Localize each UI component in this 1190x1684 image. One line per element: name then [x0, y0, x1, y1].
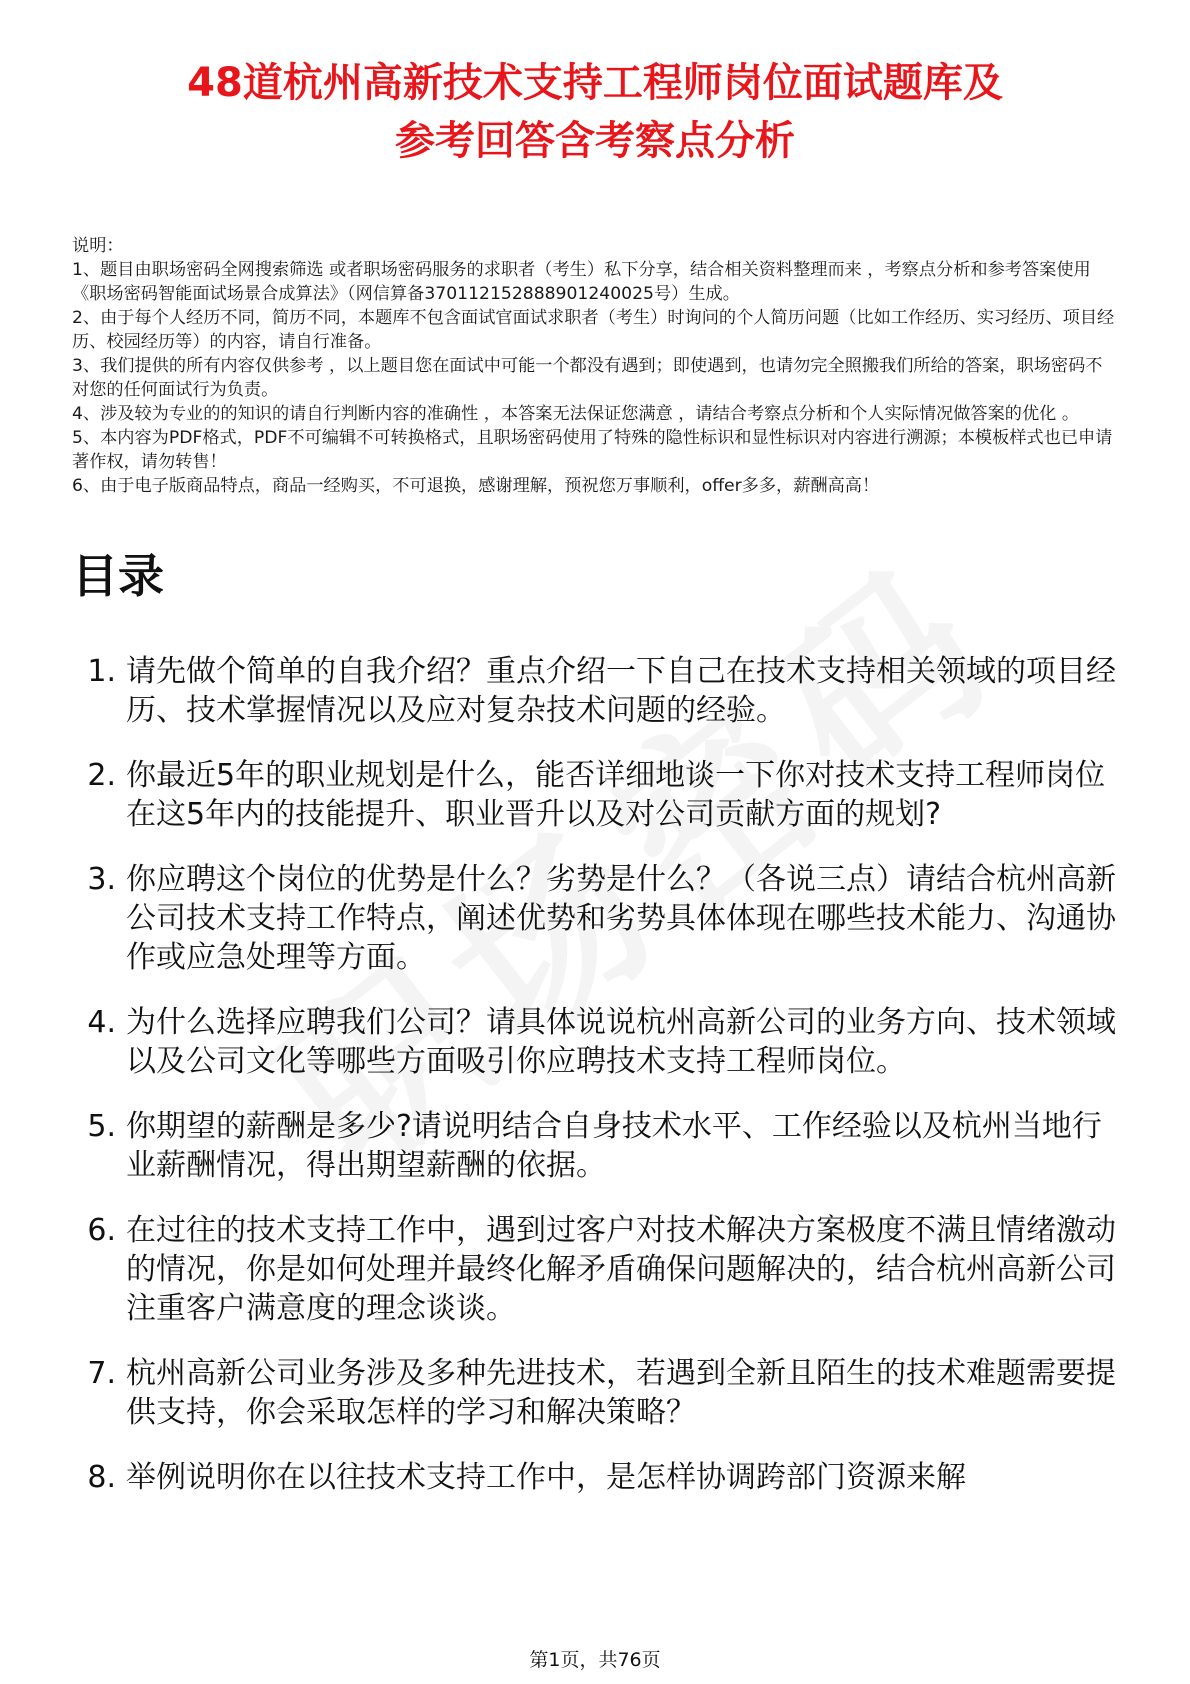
toc-item-text: 你最近5年的职业规划是什么，能否详细地谈一下你对技术支持工程师岗位在这5年内的技能提升、职业晋升以及对公司贡献方面的规划?: [126, 758, 1106, 832]
toc-item-text: 在过往的技术支持工作中，遇到过客户对技术解决方案极度不满且情绪激动的情况，你是如何处理并最终化解矛盾确保问题解决的，结合杭州高新公司注重客户满意度的理念谈谈。: [126, 1213, 1116, 1326]
note-item: 4、涉及较为专业的的知识的请自行判断内容的准确性 ，本答案无法保证您满意 ，请结合考察点分析和个人实际情况做答案的优化 。: [72, 404, 1080, 424]
toc-item-text: 你应聘这个岗位的优势是什么？劣势是什么？（各说三点）请结合杭州高新公司技术支持工作特点，阐述优势和劣势具体体现在哪些技术能力、沟通协作或应急处理等方面。: [126, 862, 1116, 975]
toc-item[interactable]: [72, 1003, 1118, 1081]
toc-item[interactable]: [72, 860, 1118, 977]
toc-item-text: 举例说明你在以往技术支持工作中，是怎样协调跨部门资源来解: [126, 1460, 966, 1495]
toc-item[interactable]: [72, 756, 1118, 834]
toc-item-number: 5.: [87, 1109, 116, 1144]
toc-item-number: 6.: [87, 1213, 116, 1248]
notes-section: [72, 234, 1118, 498]
toc-heading: 目录: [72, 549, 164, 603]
toc-item-number: 3.: [87, 862, 116, 897]
toc-item-number: 1.: [87, 654, 116, 689]
note-item: 1、题目由职场密码全网搜索筛选 或者职场密码服务的求职者（考生）私下分享，结合相关资料整理而来 ，考察点分析和参考答案使用《职场密码智能面试场景合成算法》（网信算备370112152888901240025号）生成。: [72, 260, 1091, 304]
toc-item-text: 杭州高新公司业务涉及多种先进技术，若遇到全新且陌生的技术难题需要提供支持，你会采取怎样的学习和解决策略？: [126, 1356, 1116, 1430]
toc-item[interactable]: [72, 1107, 1118, 1185]
toc-item-text: 为什么选择应聘我们公司？请具体说说杭州高新公司的业务方向、技术领域以及公司文化等哪些方面吸引你应聘技术支持工程师岗位。: [126, 1005, 1116, 1079]
document-title: [72, 54, 1118, 170]
document-title-line-1: 48道杭州高新技术支持工程师岗位面试题库及: [187, 60, 1003, 106]
toc-item[interactable]: [72, 1354, 1118, 1432]
toc-item-number: 2.: [87, 758, 116, 793]
note-item: 3、我们提供的所有内容仅供参考 ，以上题目您在面试中可能一个都没有遇到；即使遇到，也请勿完全照搬我们所给的答案，职场密码不对您的任何面试行为负责。: [72, 356, 1103, 400]
toc-item-number: 8.: [87, 1460, 116, 1495]
notes-heading: 说明：: [72, 236, 124, 256]
toc-item[interactable]: [72, 652, 1118, 730]
toc-item-text: 你期望的薪酬是多少?请说明结合自身技术水平、工作经验以及杭州当地行业薪酬情况，得出期望薪酬的依据。: [126, 1109, 1102, 1183]
toc-item[interactable]: [72, 1211, 1118, 1328]
toc-item-number: 4.: [87, 1005, 116, 1040]
note-item: 6、由于电子版商品特点，商品一经购买，不可退换，感谢理解，预祝您万事顺利，offer多多，薪酬高高！: [72, 476, 880, 496]
toc-item-number: 7.: [87, 1356, 116, 1391]
document-title-line-2: 参考回答含考察点分析: [395, 118, 795, 164]
toc-list: [72, 652, 1118, 1497]
page-number: 第1页，共76页: [529, 1649, 661, 1671]
toc-item-text: 请先做个简单的自我介绍？重点介绍一下自己在技术支持相关领域的项目经历、技术掌握情况以及应对复杂技术问题的经验。: [126, 654, 1116, 728]
toc-item[interactable]: [72, 1458, 1118, 1497]
note-item: 5、本内容为PDF格式，PDF不可编辑不可转换格式，且职场密码使用了特殊的隐性标识和显性标识对内容进行溯源；本模板样式也已申请著作权，请勿转售！: [72, 428, 1113, 472]
note-item: 2、由于每个人经历不同，简历不同，本题库不包含面试官面试求职者（考生）时询问的个人简历问题（比如工作经历、实习经历、项目经历、校园经历等）的内容，请自行准备。: [72, 308, 1115, 352]
